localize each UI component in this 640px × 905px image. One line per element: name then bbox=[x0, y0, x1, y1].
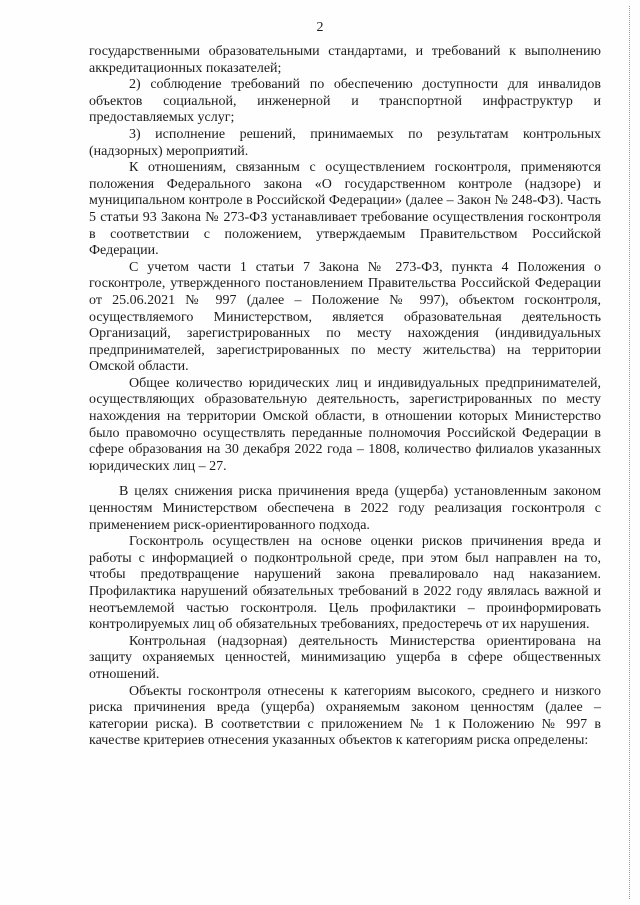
scan-edge-line bbox=[629, 6, 630, 899]
paragraph-total-count: Общее количество юридических лиц и индивидуальных предпринимателей, осуществляющих образовательную деятельность, зарегистрированных по месту нахождения на территории Омской области, в отношении которых Министерство было правомочно осуществлять переданные полномочия Российской Федерации в сфере образования на 30 декабря 2022 года – 1808, количество филиалов указанных юридических лиц – 27. bbox=[89, 375, 601, 474]
paragraph-risk-approach: В целях снижения риска причинения вреда (ущерба) установленным законом ценностям Министерством обеспечена в 2022 году реализация госконтроля с применением риск-ориентированного подхода. bbox=[89, 484, 601, 533]
paragraph-risk-assessment: Госконтроль осуществлен на основе оценки рисков причинения вреда и работы с информацией о подконтрольной среде, при этом был направлен на то, чтобы предотвращение нарушений закона превалировало над наказанием. Профилактика нарушений обязательных требований в 2022 году являлась важной и неотъемлемой частью госконтроля. Цель профилактики – проинформировать контролируемых лиц об обязательных требованиях, предостеречь от их нарушения. bbox=[89, 534, 601, 633]
paragraph-orientation: Контрольная (надзорная) деятельность Министерства ориентирована на защиту охраняемых ценностей, минимизацию ущерба в сфере общественных отношений. bbox=[89, 633, 601, 682]
document-body bbox=[89, 44, 601, 750]
paragraph-item-2: 2) соблюдение требований по обеспечению доступности для инвалидов объектов социальной, инженерной и транспортной инфраструктур и предоставляемых услуг; bbox=[89, 77, 601, 126]
paragraph-control-object: С учетом части 1 статьи 7 Закона № 273-ФЗ, пункта 4 Положения о госконтроле, утвержденного постановлением Правительства Российской Федерации от 25.06.2021 № 997 (далее – Положение № 997), объектом госконтроля, осуществляемого Министерством, является образовательная деятельность Организаций, зарегистрированных по месту нахождения (индивидуальных предпринимателей, зарегистрированных по месту жительства) на территории Омской области. bbox=[89, 259, 601, 375]
page-number: 2 bbox=[316, 20, 324, 35]
paragraph-risk-categories: Объекты госконтроля отнесены к категориям высокого, среднего и низкого риска причинения вреда (ущерба) охраняемым законом ценностям (далее – категории риска). В соответствии с приложением № 1 к Положению № 997 в качестве критериев отнесения указанных объектов к категориям риска определены: bbox=[89, 683, 601, 749]
paragraph-item-3: 3) исполнение решений, принимаемых по результатам контрольных (надзорных) мероприятий. bbox=[89, 126, 601, 159]
paragraph-legal-basis: К отношениям, связанным с осуществлением госконтроля, применяются положения Федерального закона «О государственном контроле (надзоре) и муниципальном контроле в Российской Федерации» (далее – Закон № 248-ФЗ). Часть 5 статьи 93 Закона № 273-ФЗ устанавливает требование осуществления госконтроля в соответствии с положением, утверждаемым Правительством Российской Федерации. bbox=[89, 160, 601, 259]
paragraph-continuation: государственными образовательными стандартами, и требований к выполнению аккредитационных показателей; bbox=[89, 44, 601, 76]
